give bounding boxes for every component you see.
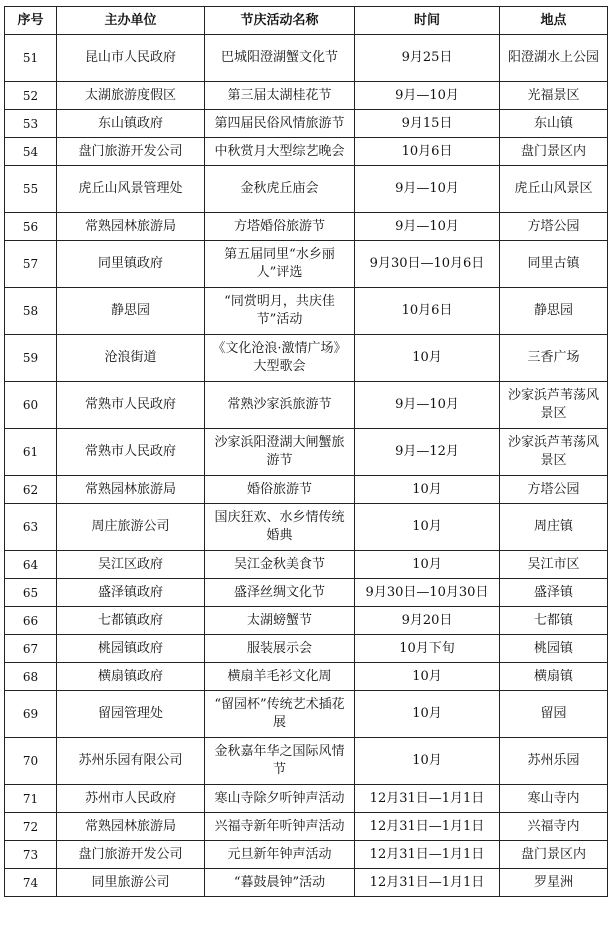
table-row	[5, 110, 608, 138]
table-row	[5, 607, 608, 635]
location-cell: 虎丘山风景区	[500, 166, 608, 213]
seq-cell: 58	[5, 288, 57, 335]
table-row	[5, 841, 608, 869]
event-name-cell: 《文化沧浪·激情广场》大型歌会	[205, 335, 355, 382]
organizer-cell: 横扇镇政府	[57, 663, 205, 691]
time-cell: 10月	[355, 691, 500, 738]
seq-cell: 71	[5, 785, 57, 813]
seq-cell: 74	[5, 869, 57, 897]
location-cell: 寒山寺内	[500, 785, 608, 813]
time-cell: 12月31日—1月1日	[355, 869, 500, 897]
table-row	[5, 738, 608, 785]
seq-cell: 65	[5, 579, 57, 607]
organizer-cell: 常熟市人民政府	[57, 382, 205, 429]
seq-cell: 64	[5, 551, 57, 579]
seq-cell: 57	[5, 241, 57, 288]
event-name-cell: 婚俗旅游节	[205, 476, 355, 504]
header-row	[5, 7, 608, 35]
organizer-cell: 静思园	[57, 288, 205, 335]
time-cell: 9月—10月	[355, 213, 500, 241]
organizer-cell: 吴江区政府	[57, 551, 205, 579]
location-cell: 东山镇	[500, 110, 608, 138]
table-row	[5, 813, 608, 841]
organizer-cell: 周庄旅游公司	[57, 504, 205, 551]
event-name-cell: 第三届太湖桂花节	[205, 82, 355, 110]
festival-schedule-table	[4, 6, 608, 897]
header-location: 地点	[500, 7, 608, 35]
time-cell: 9月20日	[355, 607, 500, 635]
organizer-cell: 桃园镇政府	[57, 635, 205, 663]
time-cell: 12月31日—1月1日	[355, 841, 500, 869]
time-cell: 9月30日—10月6日	[355, 241, 500, 288]
time-cell: 9月—10月	[355, 166, 500, 213]
event-name-cell: 中秋赏月大型综艺晚会	[205, 138, 355, 166]
organizer-cell: 常熟园林旅游局	[57, 813, 205, 841]
organizer-cell: 同里镇政府	[57, 241, 205, 288]
event-name-cell: 常熟沙家浜旅游节	[205, 382, 355, 429]
event-name-cell: 服装展示会	[205, 635, 355, 663]
organizer-cell: 盘门旅游开发公司	[57, 841, 205, 869]
location-cell: 七都镇	[500, 607, 608, 635]
location-cell: 方塔公园	[500, 213, 608, 241]
time-cell: 10月	[355, 504, 500, 551]
seq-cell: 59	[5, 335, 57, 382]
table-row	[5, 138, 608, 166]
organizer-cell: 昆山市人民政府	[57, 35, 205, 82]
table-row	[5, 35, 608, 82]
time-cell: 10月6日	[355, 288, 500, 335]
time-cell: 9月—12月	[355, 429, 500, 476]
seq-cell: 52	[5, 82, 57, 110]
table-row	[5, 213, 608, 241]
time-cell: 10月	[355, 663, 500, 691]
table-row	[5, 288, 608, 335]
seq-cell: 67	[5, 635, 57, 663]
location-cell: 横扇镇	[500, 663, 608, 691]
time-cell: 12月31日—1月1日	[355, 785, 500, 813]
table-row	[5, 691, 608, 738]
table-row	[5, 504, 608, 551]
table-row	[5, 82, 608, 110]
event-name-cell: 盛泽丝绸文化节	[205, 579, 355, 607]
event-name-cell: 金秋虎丘庙会	[205, 166, 355, 213]
organizer-cell: 苏州乐园有限公司	[57, 738, 205, 785]
table-row	[5, 166, 608, 213]
seq-cell: 55	[5, 166, 57, 213]
organizer-cell: 苏州市人民政府	[57, 785, 205, 813]
organizer-cell: 常熟园林旅游局	[57, 476, 205, 504]
time-cell: 10月	[355, 551, 500, 579]
location-cell: 阳澄湖水上公园	[500, 35, 608, 82]
organizer-cell: 虎丘山风景管理处	[57, 166, 205, 213]
seq-cell: 51	[5, 35, 57, 82]
time-cell: 10月	[355, 738, 500, 785]
organizer-cell: 留园管理处	[57, 691, 205, 738]
event-name-cell: “留园杯”传统艺术插花展	[205, 691, 355, 738]
seq-cell: 66	[5, 607, 57, 635]
time-cell: 10月	[355, 335, 500, 382]
location-cell: 方塔公园	[500, 476, 608, 504]
seq-cell: 53	[5, 110, 57, 138]
location-cell: 苏州乐园	[500, 738, 608, 785]
organizer-cell: 盘门旅游开发公司	[57, 138, 205, 166]
location-cell: 沙家浜芦苇荡风景区	[500, 429, 608, 476]
time-cell: 9月—10月	[355, 382, 500, 429]
table-row	[5, 635, 608, 663]
header-event-name: 节庆活动名称	[205, 7, 355, 35]
table-row	[5, 663, 608, 691]
event-name-cell: 吴江金秋美食节	[205, 551, 355, 579]
location-cell: 罗星洲	[500, 869, 608, 897]
event-name-cell: “同赏明月，共庆佳节”活动	[205, 288, 355, 335]
header-seq: 序号	[5, 7, 57, 35]
table-row	[5, 551, 608, 579]
event-name-cell: 元旦新年钟声活动	[205, 841, 355, 869]
seq-cell: 70	[5, 738, 57, 785]
location-cell: 盘门景区内	[500, 841, 608, 869]
event-name-cell: 沙家浜阳澄湖大闸蟹旅游节	[205, 429, 355, 476]
organizer-cell: 东山镇政府	[57, 110, 205, 138]
organizer-cell: 同里旅游公司	[57, 869, 205, 897]
table-row	[5, 476, 608, 504]
header-time: 时间	[355, 7, 500, 35]
seq-cell: 68	[5, 663, 57, 691]
location-cell: 光福景区	[500, 82, 608, 110]
table-row	[5, 241, 608, 288]
location-cell: 同里古镇	[500, 241, 608, 288]
time-cell: 10月下旬	[355, 635, 500, 663]
time-cell: 9月25日	[355, 35, 500, 82]
table-row	[5, 335, 608, 382]
seq-cell: 54	[5, 138, 57, 166]
location-cell: 兴福寺内	[500, 813, 608, 841]
organizer-cell: 太湖旅游度假区	[57, 82, 205, 110]
event-name-cell: 兴福寺新年听钟声活动	[205, 813, 355, 841]
event-name-cell: 巴城阳澄湖蟹文化节	[205, 35, 355, 82]
seq-cell: 60	[5, 382, 57, 429]
seq-cell: 72	[5, 813, 57, 841]
time-cell: 9月—10月	[355, 82, 500, 110]
time-cell: 12月31日—1月1日	[355, 813, 500, 841]
seq-cell: 62	[5, 476, 57, 504]
event-name-cell: 第四届民俗风情旅游节	[205, 110, 355, 138]
time-cell: 10月	[355, 476, 500, 504]
event-name-cell: 金秋嘉年华之国际风情节	[205, 738, 355, 785]
seq-cell: 69	[5, 691, 57, 738]
location-cell: 沙家浜芦苇荡风景区	[500, 382, 608, 429]
location-cell: 桃园镇	[500, 635, 608, 663]
event-name-cell: “暮鼓晨钟”活动	[205, 869, 355, 897]
table-body	[5, 35, 608, 897]
location-cell: 吴江市区	[500, 551, 608, 579]
seq-cell: 73	[5, 841, 57, 869]
seq-cell: 56	[5, 213, 57, 241]
event-name-cell: 第五届同里“水乡丽人”评选	[205, 241, 355, 288]
event-name-cell: 寒山寺除夕听钟声活动	[205, 785, 355, 813]
organizer-cell: 盛泽镇政府	[57, 579, 205, 607]
header-organizer: 主办单位	[57, 7, 205, 35]
event-name-cell: 方塔婚俗旅游节	[205, 213, 355, 241]
table-row	[5, 785, 608, 813]
table-row	[5, 429, 608, 476]
location-cell: 留园	[500, 691, 608, 738]
table-row	[5, 869, 608, 897]
location-cell: 静思园	[500, 288, 608, 335]
seq-cell: 61	[5, 429, 57, 476]
time-cell: 9月30日—10月30日	[355, 579, 500, 607]
event-name-cell: 横扇羊毛衫文化周	[205, 663, 355, 691]
time-cell: 10月6日	[355, 138, 500, 166]
table-row	[5, 579, 608, 607]
event-name-cell: 国庆狂欢、水乡情传统婚典	[205, 504, 355, 551]
organizer-cell: 常熟市人民政府	[57, 429, 205, 476]
time-cell: 9月15日	[355, 110, 500, 138]
location-cell: 盘门景区内	[500, 138, 608, 166]
location-cell: 三香广场	[500, 335, 608, 382]
location-cell: 周庄镇	[500, 504, 608, 551]
event-name-cell: 太湖螃蟹节	[205, 607, 355, 635]
organizer-cell: 常熟园林旅游局	[57, 213, 205, 241]
organizer-cell: 沧浪街道	[57, 335, 205, 382]
table-row	[5, 382, 608, 429]
location-cell: 盛泽镇	[500, 579, 608, 607]
organizer-cell: 七都镇政府	[57, 607, 205, 635]
seq-cell: 63	[5, 504, 57, 551]
